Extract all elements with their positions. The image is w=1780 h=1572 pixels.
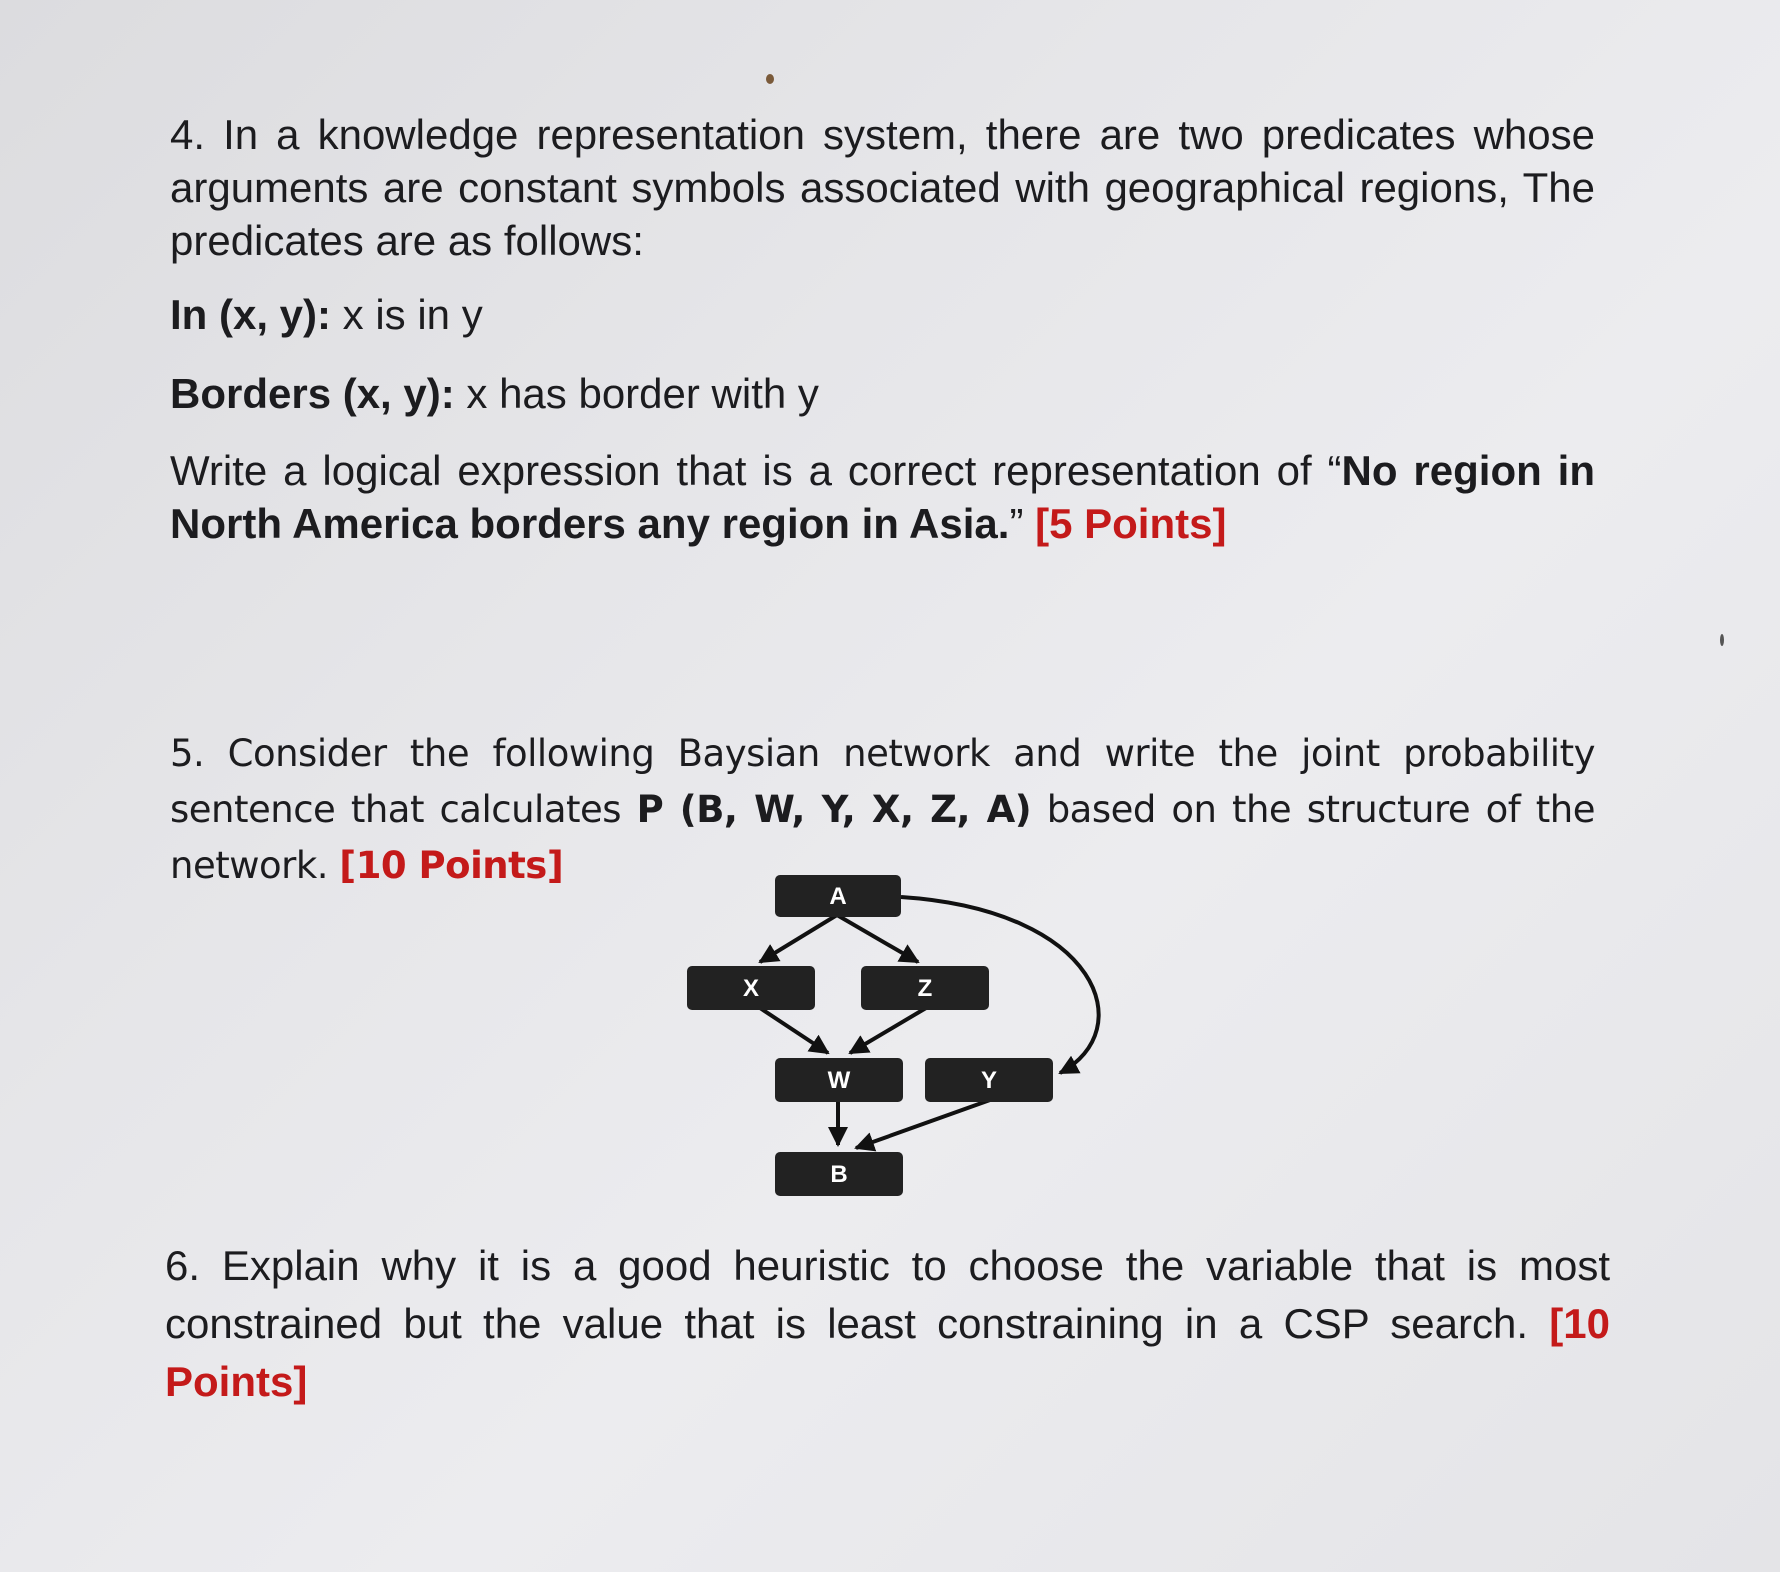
question-4-task-text	[170, 444, 1595, 550]
predicate-borders-meaning: x has border with y	[454, 370, 819, 417]
node-z-label: Z	[917, 975, 933, 1002]
edge-a-z	[837, 915, 918, 962]
edge-y-b	[856, 1100, 990, 1148]
question-4-task-suffix: ”	[1009, 500, 1036, 547]
question-4-points: [5 Points]	[1035, 500, 1227, 547]
node-y	[925, 1058, 1053, 1102]
question-6-text	[165, 1237, 1610, 1411]
edge-z-w	[850, 1008, 926, 1053]
bayesian-network-diagram	[660, 860, 1120, 1210]
node-x	[687, 966, 815, 1010]
edge-a-x	[760, 915, 837, 962]
node-b	[775, 1152, 903, 1196]
edge-x-w	[760, 1008, 828, 1053]
node-z	[861, 966, 989, 1010]
question-6-points: [10 Points]	[165, 1300, 1610, 1405]
node-w-label: W	[827, 1067, 851, 1094]
question-4-intro	[170, 108, 1595, 267]
question-4-task	[170, 444, 1595, 550]
predicate-in-name: In (x, y):	[170, 291, 332, 338]
question-6-body: 6. Explain why it is a good heuristic to choose the variable that is most constrained but the value that is least constraining in a CSP search.	[165, 1242, 1610, 1347]
question-5-suffix: based on the structure of the network.	[170, 788, 1595, 887]
predicate-in	[170, 288, 483, 341]
node-a-label: A	[829, 883, 847, 910]
question-4-intro-text: 4. In a knowledge representation system, there are two predicates whose arguments are constant symbols associated with geographical regions, The predicates are as follows:	[170, 111, 1595, 264]
paper-speck	[766, 74, 774, 84]
paper-speck	[1720, 634, 1724, 646]
predicate-in-meaning: x is in y	[331, 291, 483, 338]
predicate-borders	[170, 367, 819, 420]
question-5-points: [10 Points]	[339, 844, 564, 887]
node-w	[775, 1058, 903, 1102]
question-4-task-prefix: Write a logical expression that is a correct representation of “	[170, 447, 1342, 494]
node-y-label: Y	[980, 1067, 998, 1094]
node-b-label: B	[830, 1161, 848, 1188]
node-x-label: X	[742, 975, 760, 1002]
question-5-prefix: 5. Consider the following Baysian network and write the joint probability sentence that calculates	[170, 732, 1595, 831]
question-6	[165, 1237, 1610, 1411]
question-4-task-statement: No region in North America borders any region in Asia.	[170, 447, 1595, 547]
node-a	[775, 875, 901, 917]
predicate-borders-name: Borders (x, y):	[170, 370, 455, 417]
question-5-expression: P (B, W, Y, X, Z, A)	[636, 788, 1032, 831]
